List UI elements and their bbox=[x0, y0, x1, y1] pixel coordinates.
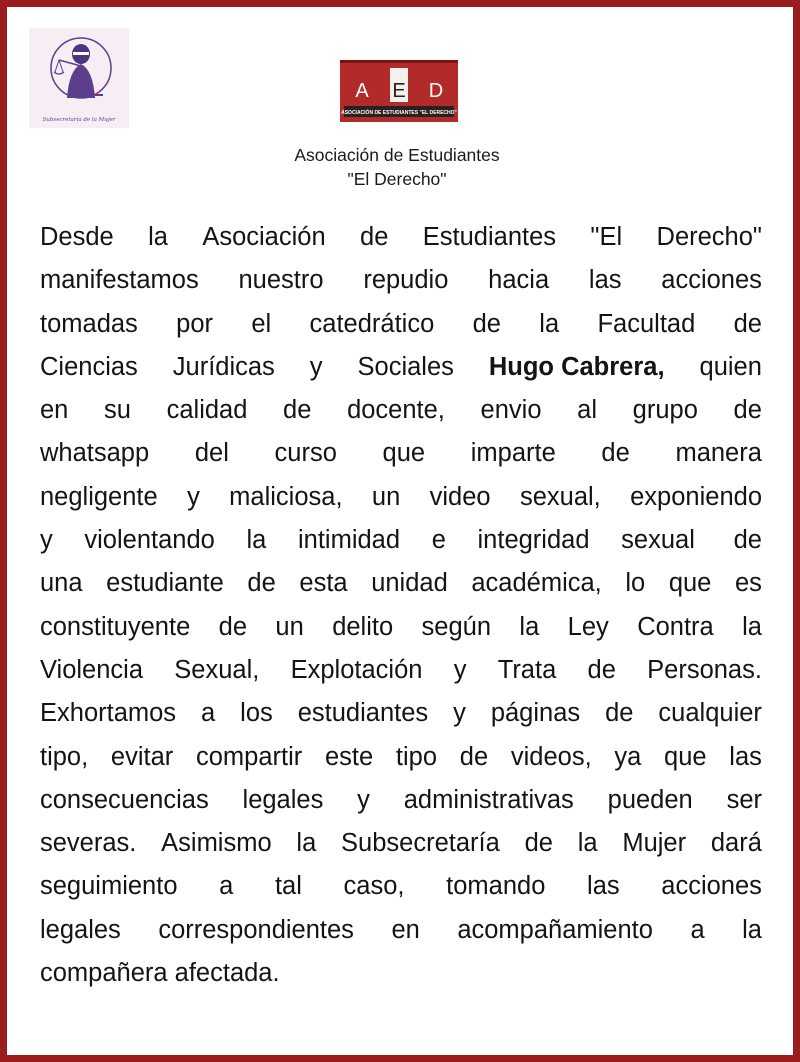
statement-word: y bbox=[453, 699, 466, 728]
statement-word: y bbox=[453, 655, 467, 684]
statement-word: de bbox=[605, 699, 634, 728]
statement-word: es bbox=[734, 569, 762, 598]
statement-word: whatsapp bbox=[40, 439, 150, 468]
statement-word: Estudiantes bbox=[422, 223, 557, 251]
statement-word: lo bbox=[625, 569, 646, 598]
org-name-line2: "El Derecho" bbox=[347, 169, 447, 189]
statement-word: compartir bbox=[196, 742, 303, 771]
statement-word: a bbox=[690, 915, 705, 944]
statement-word: calidad bbox=[166, 396, 248, 425]
statement-word: en bbox=[391, 915, 420, 944]
statement-line bbox=[40, 606, 762, 649]
statement-word: de bbox=[733, 526, 762, 555]
statement-word: una bbox=[40, 569, 83, 598]
statement-word: ya bbox=[614, 742, 642, 771]
statement-line bbox=[40, 303, 762, 346]
statement-word: Asimismo bbox=[161, 829, 272, 858]
statement-word: ser bbox=[726, 785, 762, 814]
statement-text bbox=[40, 216, 762, 995]
aed-letter-d: D bbox=[428, 80, 444, 102]
statement-line bbox=[40, 649, 762, 692]
statement-line bbox=[40, 692, 762, 735]
statement-word: al bbox=[577, 396, 598, 425]
statement-line bbox=[40, 779, 762, 822]
statement-word: nuestro bbox=[238, 266, 324, 295]
statement-word: severas. bbox=[40, 829, 137, 858]
statement-word: violentando bbox=[84, 526, 215, 555]
statement-word: legales bbox=[40, 915, 121, 944]
statement-word: de bbox=[247, 569, 276, 598]
statement-word: catedrático bbox=[309, 309, 435, 338]
statement-word: quien bbox=[699, 352, 762, 381]
statement-word: de bbox=[459, 742, 489, 771]
statement-word: tipo bbox=[395, 742, 438, 771]
statement-word: que bbox=[382, 439, 426, 468]
statement-word: académica, bbox=[471, 569, 602, 598]
statement-word: imparte bbox=[470, 439, 556, 468]
statement-word: la bbox=[296, 829, 317, 858]
professor-name: Hugo Cabrera, bbox=[488, 352, 665, 381]
statement-word: tipo, bbox=[40, 742, 89, 771]
statement-word: sexual, bbox=[519, 482, 601, 511]
statement-word: las bbox=[729, 742, 762, 771]
statement-word: y bbox=[187, 482, 200, 511]
statement-line bbox=[40, 432, 762, 475]
statement-word: sexual bbox=[621, 526, 702, 555]
statement-word: que bbox=[668, 569, 712, 598]
statement-word: Jurídicas bbox=[172, 352, 275, 381]
statement-line bbox=[40, 259, 762, 302]
statement-word: en bbox=[40, 396, 69, 425]
statement-word: docente, bbox=[347, 396, 445, 425]
statement-word: curso bbox=[274, 439, 337, 468]
statement-word: tal bbox=[274, 872, 302, 901]
statement-line bbox=[40, 216, 762, 259]
statement-line bbox=[40, 346, 762, 389]
statement-word: tomando bbox=[446, 872, 546, 901]
statement-word: consecuencias bbox=[40, 785, 209, 814]
statement-word: de bbox=[733, 396, 762, 425]
statement-word: Explotación bbox=[290, 655, 423, 684]
statement-word: acciones bbox=[661, 266, 762, 295]
statement-word: de bbox=[472, 309, 501, 338]
statement-word: un bbox=[371, 482, 401, 511]
statement-word: grupo bbox=[632, 396, 698, 425]
statement-word: un bbox=[275, 612, 304, 641]
statement-word: del bbox=[194, 439, 229, 468]
statement-word: unidad bbox=[371, 569, 448, 598]
statement-word: integridad bbox=[477, 526, 590, 555]
statement-word: Asociación bbox=[202, 223, 326, 251]
statement-word: de bbox=[587, 655, 616, 684]
statement-word: Ley bbox=[567, 612, 609, 641]
statement-word: dará bbox=[710, 829, 762, 858]
subsecretaria-logo bbox=[29, 28, 129, 128]
statement-line bbox=[40, 865, 762, 908]
statement-word: páginas bbox=[490, 699, 581, 728]
statement-word: Ciencias bbox=[40, 352, 138, 381]
statement-word: esta bbox=[299, 569, 348, 598]
statement-word: hacia bbox=[488, 266, 550, 295]
statement-word: la bbox=[577, 829, 598, 858]
aed-logo bbox=[340, 60, 458, 122]
statement-word: los bbox=[240, 699, 273, 728]
statement-word: repudio bbox=[363, 266, 449, 295]
statement-word: la bbox=[742, 915, 762, 944]
statement-word: estudiante bbox=[106, 569, 224, 598]
statement-word: las bbox=[588, 266, 622, 295]
statement-word: video bbox=[429, 482, 491, 511]
statement-word: acompañamiento bbox=[457, 915, 653, 944]
statement-word: seguimiento bbox=[40, 872, 178, 901]
statement-word: Facultad bbox=[597, 309, 696, 338]
statement-word: manifestamos bbox=[40, 266, 199, 295]
statement-word: según bbox=[421, 612, 492, 641]
statement-word: evitar bbox=[110, 742, 174, 771]
statement-word: Trata bbox=[497, 655, 557, 684]
statement-line bbox=[40, 822, 762, 865]
statement-word: intimidad bbox=[297, 526, 401, 555]
statement-word: este bbox=[325, 742, 374, 771]
statement-word: Violencia bbox=[40, 655, 144, 684]
statement-last-line: compañera afectada. bbox=[40, 959, 280, 988]
statement-word: Contra bbox=[637, 612, 714, 641]
org-name-line1: Asociación de Estudiantes bbox=[294, 145, 500, 165]
statement-word: exponiendo bbox=[630, 482, 762, 511]
statement-word: de bbox=[360, 223, 389, 251]
statement-word: Exhortamos bbox=[40, 699, 177, 728]
statement-word: estudiantes bbox=[297, 699, 429, 728]
statement-word: y bbox=[357, 785, 370, 814]
statement-word: cualquier bbox=[658, 699, 762, 728]
statement-word: la bbox=[246, 526, 267, 555]
statement-word: Subsecretaría bbox=[341, 829, 500, 858]
statement-word: Desde bbox=[40, 223, 114, 251]
statement-word: y bbox=[309, 352, 323, 381]
statement-word: Derecho" bbox=[656, 223, 762, 251]
statement-word: acciones bbox=[661, 872, 762, 901]
statement-word: la bbox=[148, 223, 168, 251]
statement-word: y bbox=[40, 526, 53, 555]
statement-word: videos, bbox=[510, 742, 592, 771]
statement-word: la bbox=[519, 612, 540, 641]
statement-word: de bbox=[218, 612, 248, 641]
statement-word: e bbox=[431, 526, 446, 555]
statement-line bbox=[40, 562, 762, 605]
aed-letter-e: E bbox=[392, 80, 406, 102]
statement-line bbox=[40, 736, 762, 779]
statement-word: de bbox=[283, 396, 312, 425]
statement-word: a bbox=[219, 872, 234, 901]
statement-word: el bbox=[251, 309, 272, 338]
statement-word: por bbox=[176, 309, 213, 338]
statement-word: caso, bbox=[343, 872, 405, 901]
aed-subtitle: ASOCIACIÓN DE ESTUDIANTES "EL DERECHO" bbox=[341, 110, 457, 116]
statement-word: de bbox=[733, 309, 762, 338]
statement-word: Personas. bbox=[647, 655, 762, 684]
statement-word: las bbox=[587, 872, 620, 901]
statement-word: Mujer bbox=[622, 829, 687, 858]
statement-word: a bbox=[201, 699, 216, 728]
organization-name bbox=[200, 143, 594, 191]
statement-word: pueden bbox=[607, 785, 693, 814]
statement-word: Sociales bbox=[357, 352, 454, 381]
statement-word: administrativas bbox=[403, 785, 574, 814]
statement-word: legales bbox=[242, 785, 324, 814]
statement-word: "El bbox=[590, 223, 623, 251]
left-logo-caption: Subsecretaría de la Mujer bbox=[42, 117, 116, 123]
statement-word: tomadas bbox=[40, 309, 138, 338]
statement-line bbox=[40, 909, 762, 952]
statement-line bbox=[40, 476, 762, 519]
statement-word: maliciosa, bbox=[229, 482, 343, 511]
statement-word: que bbox=[664, 742, 707, 771]
statement-word: de bbox=[601, 439, 630, 468]
statement-word: Sexual, bbox=[174, 655, 260, 684]
statement-word: la bbox=[539, 309, 560, 338]
statement-word: la bbox=[742, 612, 762, 641]
statement-word: manera bbox=[675, 439, 762, 468]
statement-word: correspondientes bbox=[158, 915, 354, 944]
statement-word: constituyente bbox=[40, 612, 191, 641]
statement-line bbox=[40, 389, 762, 432]
statement-word: de bbox=[524, 829, 553, 858]
statement-line bbox=[40, 519, 762, 562]
statement-word: envio bbox=[480, 396, 542, 425]
statement-word: su bbox=[104, 396, 131, 425]
aed-letter-a: A bbox=[355, 80, 369, 102]
statement-word: negligente bbox=[40, 482, 158, 511]
statement-word: delito bbox=[332, 612, 394, 641]
